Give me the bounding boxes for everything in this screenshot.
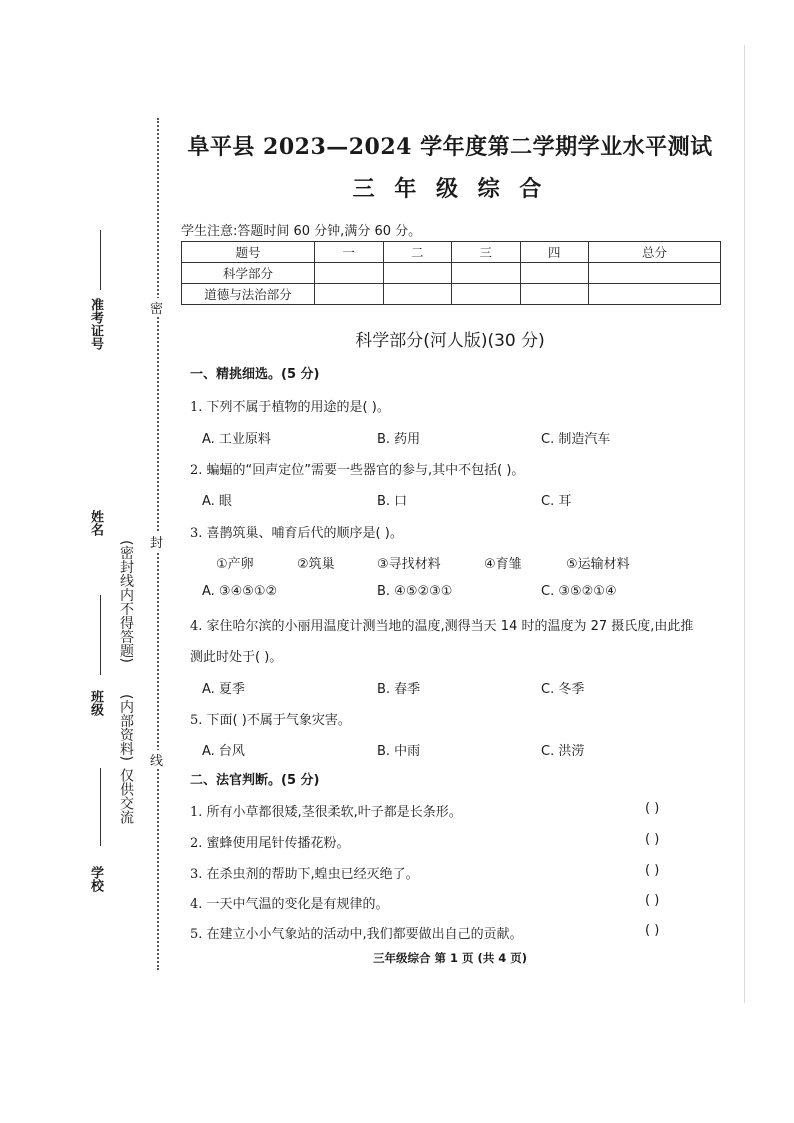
seal-mark-mi: 密 bbox=[150, 298, 163, 317]
option-c[interactable]: C. 洪涝 bbox=[541, 744, 585, 759]
sequence-item: ④育雏 bbox=[484, 557, 522, 572]
question-4-continued: 测此时处于( )。 bbox=[190, 650, 283, 665]
option-c[interactable]: C. ③⑤②①④ bbox=[541, 584, 617, 599]
score-cell[interactable] bbox=[452, 284, 521, 305]
student-notice: 学生注意:答题时间 60 分钟,满分 60 分。 bbox=[181, 224, 422, 239]
score-cell[interactable] bbox=[589, 263, 721, 284]
question-text: 蜜蜂使用尾针传播花粉。 bbox=[206, 836, 350, 851]
answer-blank[interactable]: ( ) bbox=[645, 923, 660, 938]
school-underline[interactable] bbox=[100, 768, 101, 846]
question-4 bbox=[190, 615, 693, 634]
score-header-cell: 总分 bbox=[589, 242, 721, 263]
score-header-cell: 四 bbox=[520, 242, 589, 263]
question-number: 2. bbox=[190, 836, 203, 851]
question-text: 所有小草都很矮,茎很柔软,叶子都是长条形。 bbox=[206, 805, 462, 820]
class-underline[interactable] bbox=[100, 595, 101, 675]
question-number: 2. bbox=[190, 463, 203, 478]
page-footer: 三年级综合 第 1 页 (共 4 页) bbox=[372, 951, 528, 965]
score-cell[interactable] bbox=[315, 284, 384, 305]
option-b[interactable]: B. 中雨 bbox=[377, 744, 421, 759]
question-5 bbox=[190, 709, 351, 728]
judge-question-4 bbox=[190, 893, 389, 912]
question-number: 1. bbox=[190, 805, 203, 820]
section-title: 科学部分(河人版)(30 分) bbox=[355, 331, 545, 351]
question-number: 3. bbox=[190, 867, 203, 882]
question-text: 喜鹊筑巢、哺育后代的顺序是( )。 bbox=[206, 526, 403, 541]
question-number: 3. bbox=[190, 526, 203, 541]
question-2 bbox=[190, 459, 524, 478]
exam-id-underline[interactable] bbox=[100, 230, 101, 290]
page-edge-line bbox=[744, 45, 745, 1003]
seal-mark-feng: 封 bbox=[150, 532, 163, 551]
sequence-item: ①产卵 bbox=[216, 557, 254, 572]
sequence-item: ②筑巢 bbox=[297, 557, 335, 572]
option-a[interactable]: A. 工业原料 bbox=[202, 432, 271, 447]
score-header-cell: 三 bbox=[452, 242, 521, 263]
score-row-science bbox=[182, 263, 721, 284]
score-table bbox=[181, 241, 721, 305]
question-number: 5. bbox=[190, 713, 203, 728]
judge-question-2 bbox=[190, 832, 350, 851]
question-3 bbox=[190, 522, 403, 541]
score-header-cell: 二 bbox=[383, 242, 452, 263]
score-cell[interactable] bbox=[589, 284, 721, 305]
option-a[interactable]: A. ③④⑤①② bbox=[202, 584, 278, 599]
seal-notice: (密封线内不得答题) bbox=[118, 540, 134, 663]
question-text: 在建立小小气象站的活动中,我们都要做出自己的贡献。 bbox=[206, 927, 523, 942]
answer-blank[interactable]: ( ) bbox=[645, 893, 660, 908]
exam-title: 阜平县 2023—2024 学年度第二学期学业水平测试 bbox=[187, 134, 713, 160]
question-1 bbox=[190, 396, 390, 415]
score-cell[interactable] bbox=[383, 263, 452, 284]
score-cell[interactable] bbox=[520, 284, 589, 305]
score-header-cell: 一 bbox=[315, 242, 384, 263]
question-text: 蝙蝠的“回声定位”需要一些器官的参与,其中不包括( )。 bbox=[206, 463, 525, 478]
option-c[interactable]: C. 冬季 bbox=[541, 682, 585, 697]
part1-heading: 一、精挑细选。(5 分) bbox=[190, 367, 320, 382]
score-cell[interactable] bbox=[452, 263, 521, 284]
answer-blank[interactable]: ( ) bbox=[645, 863, 660, 878]
exam-id-label: 准考证号 bbox=[88, 298, 103, 350]
question-text: 下面( )不属于气象灾害。 bbox=[206, 713, 351, 728]
score-row-label: 道德与法治部分 bbox=[182, 284, 315, 305]
judge-question-3 bbox=[190, 863, 419, 882]
name-label: 姓名 bbox=[88, 510, 103, 536]
sequence-item: ⑤运输材料 bbox=[566, 557, 630, 572]
answer-blank[interactable]: ( ) bbox=[645, 832, 660, 847]
option-b[interactable]: B. 药用 bbox=[377, 432, 421, 447]
question-text: 一天中气温的变化是有规律的。 bbox=[206, 897, 389, 912]
option-a[interactable]: A. 眼 bbox=[202, 494, 232, 509]
internal-notice: (内部资料) bbox=[118, 694, 134, 761]
option-a[interactable]: A. 夏季 bbox=[202, 682, 245, 697]
score-cell[interactable] bbox=[315, 263, 384, 284]
question-number: 4. bbox=[190, 897, 203, 912]
question-text: 下列不属于植物的用途的是( )。 bbox=[206, 400, 390, 415]
score-header-cell: 题号 bbox=[182, 242, 315, 263]
score-row-label: 科学部分 bbox=[182, 263, 315, 284]
score-cell[interactable] bbox=[520, 263, 589, 284]
judge-question-1 bbox=[190, 801, 462, 820]
seal-mark-xian: 线 bbox=[150, 750, 163, 769]
option-b[interactable]: B. 口 bbox=[377, 494, 408, 509]
sequence-item: ③寻找材料 bbox=[377, 557, 441, 572]
score-cell[interactable] bbox=[383, 284, 452, 305]
option-c[interactable]: C. 耳 bbox=[541, 494, 572, 509]
class-label: 班级 bbox=[88, 690, 103, 716]
question-number: 1. bbox=[190, 400, 203, 415]
option-b[interactable]: B. ④⑤②③① bbox=[377, 584, 453, 599]
question-number: 4. bbox=[190, 619, 203, 634]
part2-heading: 二、法官判断。(5 分) bbox=[190, 773, 320, 788]
question-text: 在杀虫剂的帮助下,蝗虫已经灭绝了。 bbox=[206, 867, 419, 882]
exchange-notice: 仅供交流 bbox=[118, 768, 134, 824]
option-b[interactable]: B. 春季 bbox=[377, 682, 421, 697]
judge-question-5 bbox=[190, 923, 523, 942]
exam-subtitle: 三 年 级 综 合 bbox=[352, 176, 548, 202]
school-label: 学校 bbox=[88, 866, 103, 892]
score-header-row bbox=[182, 242, 721, 263]
question-number: 5. bbox=[190, 927, 203, 942]
score-row-morality bbox=[182, 284, 721, 305]
question-text: 家住哈尔滨的小丽用温度计测当地的温度,测得当天 14 时的温度为 27 摄氏度,由此推 bbox=[206, 619, 694, 634]
option-c[interactable]: C. 制造汽车 bbox=[541, 432, 611, 447]
answer-blank[interactable]: ( ) bbox=[645, 801, 660, 816]
option-a[interactable]: A. 台风 bbox=[202, 744, 245, 759]
